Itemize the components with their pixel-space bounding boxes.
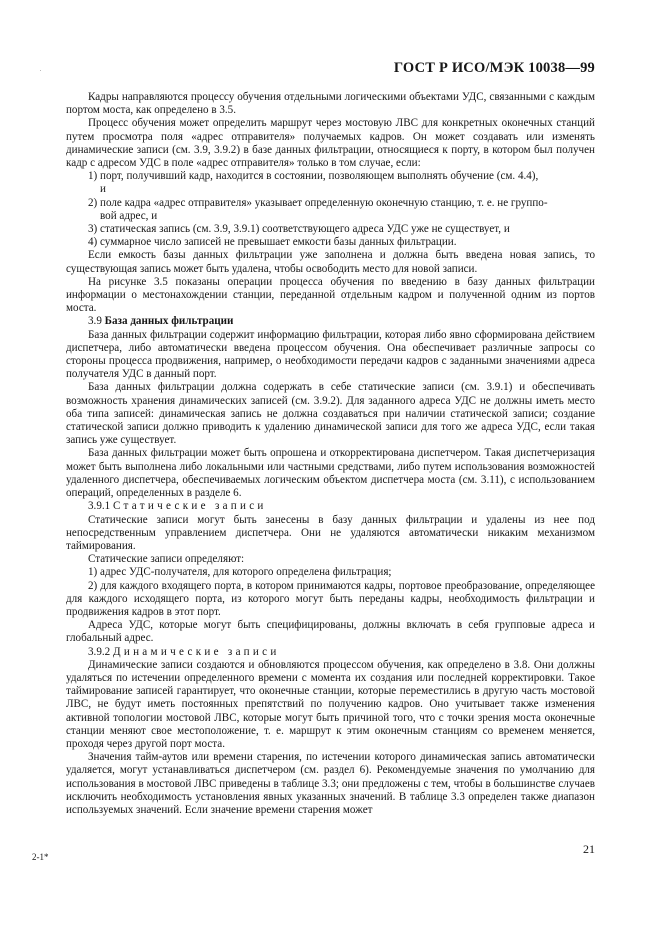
paragraph: База данных фильтрации может быть опрошена и откорректирована диспетчером. Такая диспетчеризация может быть выполнена либо локальными или частными средствами, либо путем использования возможностей удаленного диспетчера, обеспечиваемых логическим объектом диспетчера моста (см. 3.11), с использованием операций, определенных в разделе 6. bbox=[66, 447, 595, 500]
page-number: 21 bbox=[583, 842, 595, 856]
section-heading-3-9-1 bbox=[66, 500, 595, 513]
list-item: 4) суммарное число записей не превышает емкости базы данных фильтрации. bbox=[88, 236, 457, 249]
body-text bbox=[66, 91, 595, 817]
paragraph: На рисунке 3.5 показаны операции процесса обучения по введению в базу данных фильтрации информации о местонахождении станции, переданной отдельным кадром и полученной одним из портов моста. bbox=[66, 275, 595, 315]
list-item: 3) статическая запись (см. 3.9, 3.9.1) соответствующего адреса УДС уже не существует, и bbox=[88, 223, 510, 236]
paragraph: Статические записи могут быть занесены в базу данных фильтрации и удалены из нее под непосредственным управлением диспетчера. Они не удаляются автоматически никаким механизмом таймирования. bbox=[66, 513, 595, 552]
paragraph: Статические записи определяют: bbox=[88, 553, 245, 566]
paragraph: База данных фильтрации должна содержать в себе статические записи (см. 3.9.1) и обеспечивать возможность хранения динамических записей (см. 3.9.2). Для заданного адреса УДС не должны иметь место оба типа записей: динамическая запись не должна создаваться при наличии статической записи; создание статической записи должно приводить к удалению динамической записи для того же адреса УДС, если такая запись уже существует. bbox=[66, 381, 595, 447]
list-item: 2) для каждого входящего порта, в котором принимаются кадры, портовое преобразование, определяющее для каждого исходящего порта, из которого могут быть переданы кадры, необходимость фильтрации и продвижения кадров в этот порт. bbox=[66, 579, 595, 618]
section-title: Динамические записи bbox=[112, 645, 280, 658]
list-item bbox=[66, 170, 595, 183]
section-number: 3.9 bbox=[88, 315, 102, 328]
list-item-continuation: и bbox=[100, 183, 106, 196]
list-item: 1) адрес УДС-получателя, для которого определена фильтрация; bbox=[88, 566, 392, 579]
paragraph: Процесс обучения может определить маршрут через мостовую ЛВС для конкретных оконечных станций путем просмотра поля «адрес отправителя» получаемых кадров. Он может создавать или изменять динамические записи (см. 3.9, 3.9.2) в базе данных фильтрации, относящиеся к порту, в котором был получен кадр с адресом УДС в поле «адрес отправителя» только в том случае, если: bbox=[66, 117, 595, 170]
section-heading-3-9 bbox=[66, 315, 595, 328]
paragraph: Динамические записи создаются и обновляются процессом обучения, как определено в 3.8. Они должны удаляться по истечении определенного времени с момента их создания или последней корректировки. Такое таймирование записей гарантирует, что оконечные станции, которые переместились в другую часть мостовой ЛВС, не будут иметь постоянных препятствий по получению кадров. Оно учитывает также изменения активной топологии мостовой ЛВС, которые могут быть причиной того, что с точки зрения моста оконечные станции меняют свое местоположение, т. е. маршрут к этим оконечным станциям со временем меняется, проходя через другой порт моста. bbox=[66, 658, 595, 750]
page-header-standard-title: ГОСТ Р ИСО/МЭК 10038—99 bbox=[393, 60, 595, 76]
paragraph: База данных фильтрации содержит информацию фильтрации, которая либо явно сформирована действием диспетчера, либо автоматически введена процессом обучения. Она обеспечивает различные запросы со стороны процесса продвижения, например, о необходимости передачи кадров с заданными значениями адреса получателя УДС в данный порт. bbox=[66, 328, 595, 381]
section-heading-3-9-2 bbox=[66, 646, 595, 659]
list-item-continuation: вой адрес, и bbox=[100, 209, 158, 222]
paragraph: Адреса УДС, которые могут быть специфицированы, должны включать в себя групповые адреса и глобальный адрес. bbox=[66, 619, 595, 645]
section-number: 3.9.2 bbox=[88, 645, 111, 658]
list-item-text: 1) порт, получивший кадр, находится в состоянии, позволяющем выполнять обучение (см. 4.4), bbox=[88, 170, 539, 183]
list-item: 2) поле кадра «адрес отправителя» указывает определенную оконечную станцию, т. е. не группо- bbox=[88, 196, 548, 209]
sheet-mark: 2-1* bbox=[32, 852, 49, 862]
scan-speck bbox=[40, 70, 41, 71]
paragraph: Значения тайм-аутов или времени старения, по истечении которого динамическая запись автоматически удаляется, могут устанавливаться диспетчером (см. раздел 6). Рекомендуемые значения по умолчанию для использования в мостовой ЛВС приведены в таблице 3.3; они предложены с тем, чтобы в большинстве случаев исключить необходимость установления явных указанных значений. В таблице 3.3 определен также диапазон используемых значений. Если значение времени старения может bbox=[66, 751, 595, 816]
section-number: 3.9.1 bbox=[88, 500, 111, 513]
section-title: Статические записи bbox=[112, 500, 267, 513]
section-title: База данных фильтрации bbox=[104, 315, 234, 328]
paragraph: Кадры направляются процессу обучения отдельными логическими объектами УДС, связанными с каждым портом моста, как определено в 3.5. bbox=[66, 91, 595, 117]
paragraph: Если емкость базы данных фильтрации уже заполнена и должна быть введена новая запись, то существующая запись может быть удалена, чтобы освободить место для новой записи. bbox=[66, 249, 595, 275]
